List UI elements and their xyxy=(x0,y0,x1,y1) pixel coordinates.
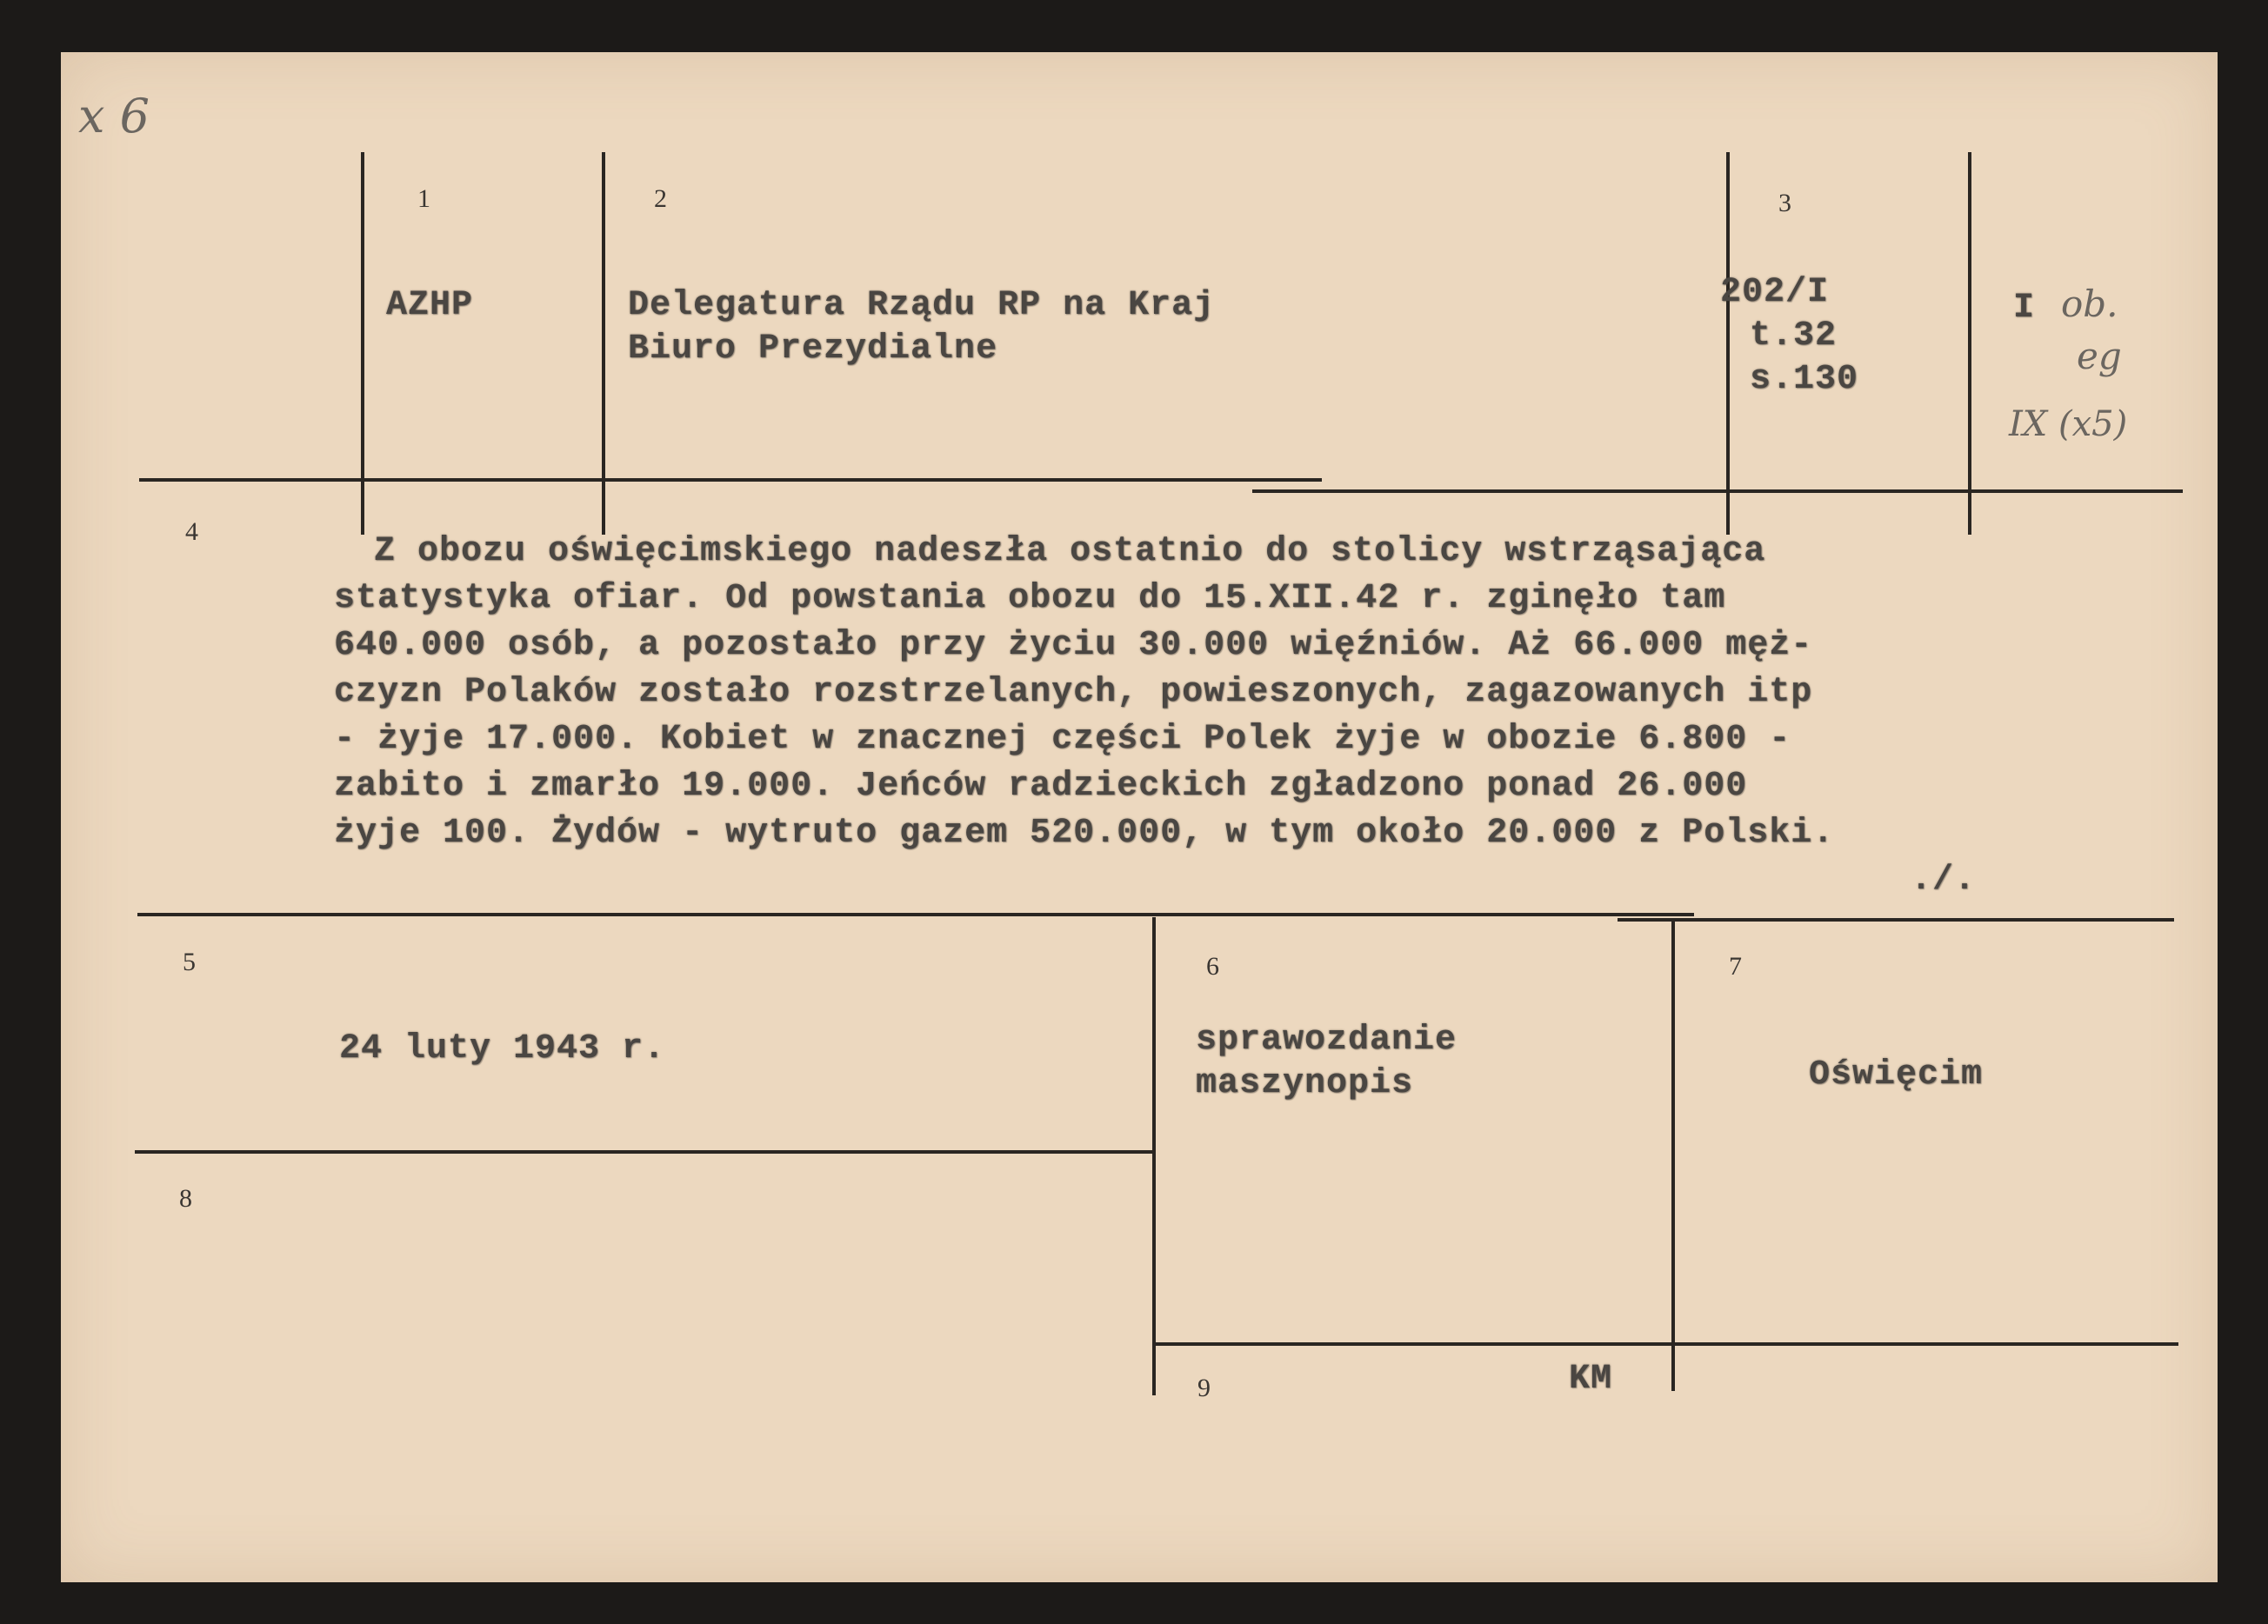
field-number-7: 7 xyxy=(1729,952,1742,981)
divider xyxy=(1726,152,1730,535)
hand-note-ob: ob. xyxy=(2061,283,2118,325)
field-number-5: 5 xyxy=(183,948,196,976)
content-line: ./. xyxy=(1911,861,1977,900)
content-line: żyje 100. Żydów - wytruto gazem 520.000, w tym około 20.000 z Polski. xyxy=(334,814,1835,853)
content-line: 640.000 osób, a pozostało przy życiu 30.000 więźniów. Aż 66.000 męż- xyxy=(334,626,1813,665)
place-name: Oświęcim xyxy=(1809,1055,1984,1095)
divider xyxy=(1252,489,2183,493)
divider xyxy=(135,1150,1152,1154)
field-number-3: 3 xyxy=(1778,189,1791,217)
institution-line-2: Biuro Prezydialne xyxy=(628,329,998,369)
field-number-6: 6 xyxy=(1206,952,1219,981)
divider xyxy=(602,152,605,535)
content-line: Z obozu oświęcimskiego nadeszła ostatnio do stolicy wstrząsająca xyxy=(374,532,1766,571)
content-line: statystyka ofiar. Od powstania obozu do 15.XII.42 r. zginęło tam xyxy=(334,579,1726,618)
field-number-2: 2 xyxy=(654,184,667,213)
field-number-9: 9 xyxy=(1197,1374,1211,1402)
doc-type-line-1: sprawozdanie xyxy=(1196,1021,1458,1060)
archive-code: AZHP xyxy=(386,286,474,325)
field-number-1: 1 xyxy=(417,184,430,213)
signature-line-3: s.130 xyxy=(1750,360,1859,399)
content-line: zabito i zmarło 19.000. Jeńców radzieckich zgładzono ponad 26.000 xyxy=(334,767,1748,806)
field-number-4: 4 xyxy=(185,517,198,546)
institution-line-1: Delegatura Rządu RP na Kraj xyxy=(628,286,1216,325)
divider xyxy=(1618,918,2174,922)
document-date: 24 luty 1943 r. xyxy=(339,1029,666,1068)
copy-mark: I xyxy=(2013,289,2036,328)
divider xyxy=(1152,917,1156,1395)
corner-mark: x 6 xyxy=(78,89,150,143)
field-number-8: 8 xyxy=(179,1184,192,1213)
divider xyxy=(361,152,364,535)
content-line: - żyje 17.000. Kobiet w znacznej części Polek żyje w obozie 6.800 - xyxy=(334,720,1791,759)
signature-line-1: 202/I xyxy=(1720,273,1830,312)
signature-line-2: t.32 xyxy=(1750,316,1838,356)
divider xyxy=(137,913,1694,916)
divider xyxy=(1152,1342,2178,1346)
divider xyxy=(139,478,1322,482)
hand-note-ix: IX (x5) xyxy=(2009,404,2128,444)
hand-note-eg: eg xyxy=(2077,335,2122,377)
divider xyxy=(1671,922,1675,1391)
content-line: czyzn Polaków zostało rozstrzelanych, powieszonych, zagazowanych itp xyxy=(334,673,1813,712)
divider xyxy=(1968,152,1971,535)
doc-type-line-2: maszynopis xyxy=(1196,1064,1414,1103)
initials: KM xyxy=(1569,1360,1613,1399)
catalog-card xyxy=(61,52,2218,1582)
